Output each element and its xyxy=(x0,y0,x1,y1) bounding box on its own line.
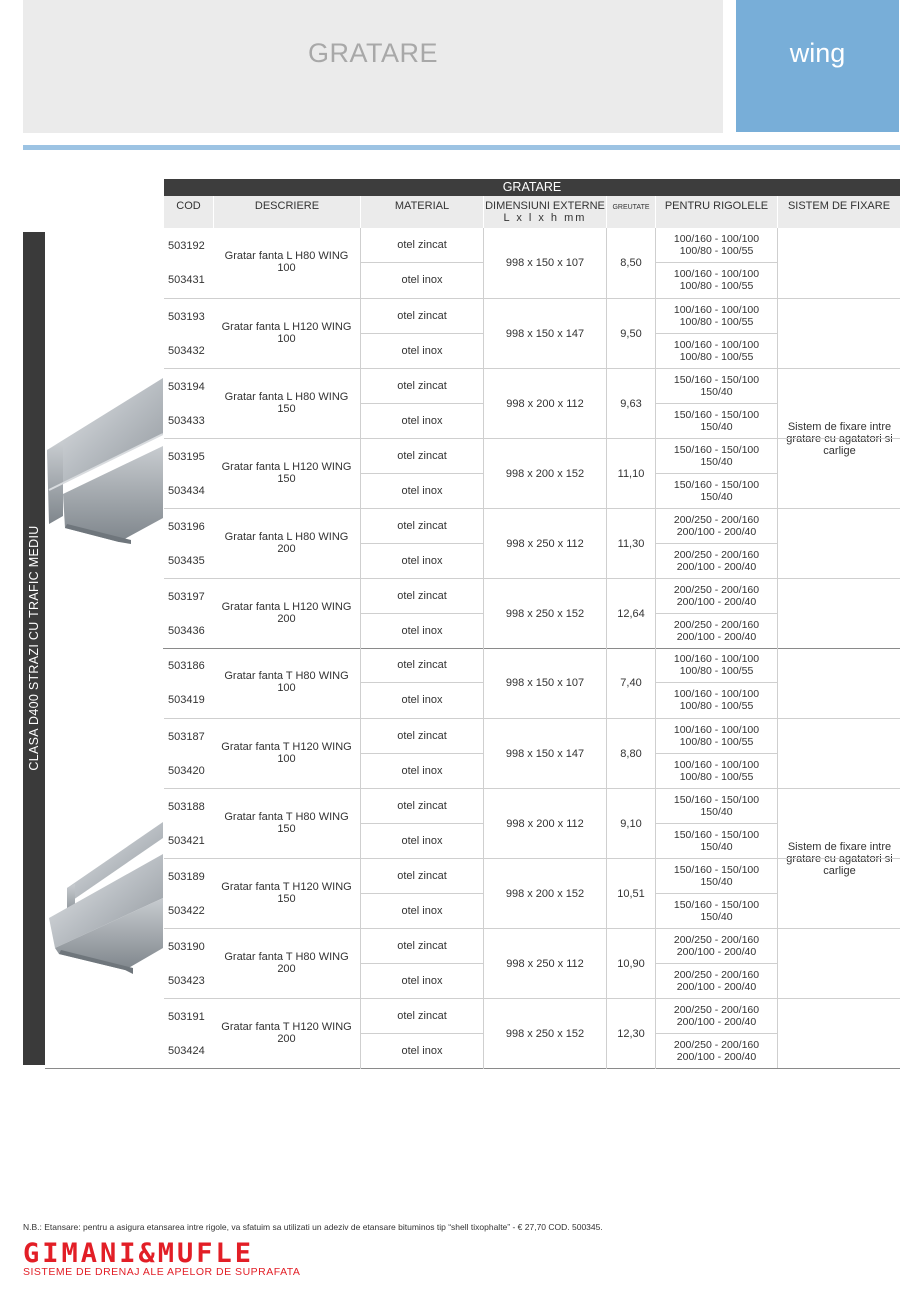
weight-cell: 9,63 xyxy=(606,369,655,439)
code-cell: 503436 xyxy=(168,625,205,637)
rigole-line-2: 150/40 xyxy=(700,876,733,888)
rigole-line-1: 100/160 - 100/100 xyxy=(673,304,760,316)
sistem-line-1: Sistem de fixare intre xyxy=(787,841,892,853)
rigole-line-2: 200/100 - 200/40 xyxy=(676,526,757,538)
dimensiuni-units: L x l x h mm xyxy=(503,212,587,224)
rigole-cell xyxy=(655,1034,777,1069)
table-row xyxy=(164,894,900,929)
table-row xyxy=(164,614,900,649)
column-header-material: MATERIAL xyxy=(360,196,483,228)
rigole-line-1: 200/250 - 200/160 xyxy=(673,514,760,526)
description-line-1: Gratar fanta T H120 WING xyxy=(221,1021,352,1033)
description-line-2: 150 xyxy=(277,893,296,905)
rigole-line-1: 150/160 - 150/100 xyxy=(673,794,760,806)
rigole-line-2: 100/80 - 100/55 xyxy=(679,316,754,328)
logo-wordmark: GIMANI&MUFLE xyxy=(23,1238,255,1269)
table-row xyxy=(164,719,900,754)
rigole-line-2: 200/100 - 200/40 xyxy=(676,631,757,643)
rigole-line-1: 200/250 - 200/160 xyxy=(673,1004,760,1016)
material-cell: otel zincat xyxy=(360,929,483,964)
code-cell: 503435 xyxy=(168,555,205,567)
description-line-2: 100 xyxy=(277,262,296,274)
rigole-line-2: 150/40 xyxy=(700,491,733,503)
weight-cell: 8,80 xyxy=(606,719,655,789)
description-line-1: Gratar fanta T H120 WING xyxy=(221,741,352,753)
rigole-cell xyxy=(655,683,777,718)
table-row xyxy=(164,544,900,579)
rigole-cell xyxy=(655,404,777,439)
material-cell: otel inox xyxy=(360,754,483,789)
weight-cell: 10,51 xyxy=(606,859,655,929)
rigole-cell xyxy=(655,228,777,263)
material-cell: otel inox xyxy=(360,404,483,439)
rigole-line-1: 150/160 - 150/100 xyxy=(673,899,760,911)
description-line-1: Gratar fanta L H80 WING xyxy=(224,531,349,543)
table-row xyxy=(164,299,900,334)
table-row xyxy=(164,439,900,474)
product-row xyxy=(164,578,900,649)
rigole-line-1: 150/160 - 150/100 xyxy=(673,864,760,876)
rigole-cell xyxy=(655,894,777,929)
rigole-line-1: 100/160 - 100/100 xyxy=(673,759,760,771)
rigole-line-1: 150/160 - 150/100 xyxy=(673,374,760,386)
rigole-line-2: 100/80 - 100/55 xyxy=(679,245,754,257)
code-cell: 503421 xyxy=(168,835,205,847)
weight-cell: 12,30 xyxy=(606,999,655,1069)
product-group-l xyxy=(45,228,900,649)
rigole-line-1: 100/160 - 100/100 xyxy=(673,339,760,351)
rigole-cell xyxy=(655,509,777,544)
header-divider xyxy=(23,145,900,150)
material-cell: otel zincat xyxy=(360,439,483,474)
material-cell: otel zincat xyxy=(360,299,483,334)
description-line-1: Gratar fanta L H120 WING xyxy=(221,601,352,613)
product-row xyxy=(164,298,900,369)
table-row xyxy=(164,334,900,369)
description-line-1: Gratar fanta L H120 WING xyxy=(221,321,352,333)
description-line-2: 200 xyxy=(277,963,296,975)
weight-cell: 9,50 xyxy=(606,299,655,369)
code-cell: 503422 xyxy=(168,905,205,917)
sistem-line-2: gratare cu agatatori si xyxy=(786,853,893,865)
dimensions-cell: 998 x 150 x 147 xyxy=(483,719,606,789)
description-line-2: 150 xyxy=(277,473,296,485)
rigole-cell xyxy=(655,299,777,334)
rigole-line-2: 200/100 - 200/40 xyxy=(676,981,757,993)
rigole-line-2: 200/100 - 200/40 xyxy=(676,1051,757,1063)
rigole-cell xyxy=(655,614,777,649)
rigole-cell xyxy=(655,334,777,369)
dimensions-cell: 998 x 250 x 152 xyxy=(483,579,606,649)
table-row xyxy=(164,859,900,894)
code-cell: 503194 xyxy=(168,381,205,393)
code-cell: 503187 xyxy=(168,731,205,743)
table-row xyxy=(164,683,900,718)
table-row xyxy=(164,929,900,964)
table-row xyxy=(164,369,900,404)
rigole-line-1: 150/160 - 150/100 xyxy=(673,479,760,491)
table-row xyxy=(164,474,900,509)
material-cell: otel zincat xyxy=(360,228,483,263)
code-cell: 503432 xyxy=(168,345,205,357)
table-row xyxy=(164,789,900,824)
code-cell: 503186 xyxy=(168,660,205,672)
rigole-line-1: 100/160 - 100/100 xyxy=(673,724,760,736)
sistem-line-3: carlige xyxy=(823,445,856,457)
code-cell: 503193 xyxy=(168,311,205,323)
rigole-line-2: 150/40 xyxy=(700,386,733,398)
description-line-1: Gratar fanta T H80 WING xyxy=(224,670,349,682)
class-label: CLASA D400 STRAZI CU TRAFIC MEDIU xyxy=(27,525,41,771)
table-title: GRATARE xyxy=(164,179,900,196)
dimensions-cell: 998 x 200 x 152 xyxy=(483,859,606,929)
rigole-line-2: 100/80 - 100/55 xyxy=(679,280,754,292)
material-cell: otel zincat xyxy=(360,999,483,1034)
material-cell: otel zincat xyxy=(360,579,483,614)
code-cell: 503195 xyxy=(168,451,205,463)
weight-cell: 7,40 xyxy=(606,648,655,718)
dimensions-cell: 998 x 200 x 112 xyxy=(483,789,606,859)
grating-l-icon xyxy=(45,228,163,648)
dimensions-cell: 998 x 150 x 147 xyxy=(483,299,606,369)
code-cell: 503424 xyxy=(168,1045,205,1057)
product-row xyxy=(164,228,900,298)
weight-cell: 10,90 xyxy=(606,929,655,999)
rigole-line-2: 200/100 - 200/40 xyxy=(676,561,757,573)
rigole-line-2: 100/80 - 100/55 xyxy=(679,700,754,712)
rigole-line-2: 150/40 xyxy=(700,421,733,433)
dimensions-cell: 998 x 250 x 112 xyxy=(483,929,606,999)
rigole-cell xyxy=(655,859,777,894)
description-line-2: 150 xyxy=(277,403,296,415)
column-header-rigolele: PENTRU RIGOLELE xyxy=(655,196,777,228)
table-row xyxy=(164,404,900,439)
rigole-line-1: 200/250 - 200/160 xyxy=(673,1039,760,1051)
grating-l-image xyxy=(45,228,163,648)
table-row xyxy=(164,509,900,544)
rigole-cell xyxy=(655,579,777,614)
code-cell: 503192 xyxy=(168,240,205,252)
rigole-line-2: 150/40 xyxy=(700,806,733,818)
dimensions-cell: 998 x 150 x 107 xyxy=(483,648,606,718)
description-line-1: Gratar fanta L H120 WING xyxy=(221,461,352,473)
weight-cell: 8,50 xyxy=(606,228,655,298)
sistem-line-3: carlige xyxy=(823,865,856,877)
brand-label: wing xyxy=(789,38,846,68)
rigole-cell xyxy=(655,754,777,789)
weight-cell: 9,10 xyxy=(606,789,655,859)
rigole-line-2: 150/40 xyxy=(700,456,733,468)
product-row xyxy=(164,368,900,439)
material-cell: otel inox xyxy=(360,894,483,929)
column-header-sistem: SISTEM DE FIXARE xyxy=(777,196,900,228)
table-row xyxy=(164,579,900,614)
table-row xyxy=(164,1034,900,1069)
rigole-cell xyxy=(655,789,777,824)
table-row xyxy=(164,228,900,263)
description-line-1: Gratar fanta T H120 WING xyxy=(221,881,352,893)
rigole-line-2: 100/80 - 100/55 xyxy=(679,736,754,748)
description-line-2: 200 xyxy=(277,613,296,625)
company-logo xyxy=(23,1240,300,1278)
rigole-line-2: 150/40 xyxy=(700,911,733,923)
material-cell: otel zincat xyxy=(360,719,483,754)
rigole-cell xyxy=(655,648,777,683)
code-cell: 503431 xyxy=(168,274,205,286)
material-cell: otel zincat xyxy=(360,859,483,894)
description-line-1: Gratar fanta T H80 WING xyxy=(224,951,349,963)
material-cell: otel inox xyxy=(360,1034,483,1069)
product-row xyxy=(164,788,900,859)
rigole-cell xyxy=(655,544,777,579)
table-row xyxy=(164,964,900,999)
description-line-2: 200 xyxy=(277,543,296,555)
table-row xyxy=(164,754,900,789)
column-header-greutate: GREUTATE xyxy=(606,196,655,228)
code-cell: 503189 xyxy=(168,871,205,883)
code-cell: 503190 xyxy=(168,941,205,953)
rigole-line-1: 200/250 - 200/160 xyxy=(673,584,760,596)
code-cell: 503423 xyxy=(168,975,205,987)
code-cell: 503188 xyxy=(168,801,205,813)
rigole-line-1: 100/160 - 100/100 xyxy=(673,653,760,665)
description-line-2: 100 xyxy=(277,333,296,345)
material-cell: otel zincat xyxy=(360,789,483,824)
description-line-1: Gratar fanta T H80 WING xyxy=(224,811,349,823)
code-cell: 503420 xyxy=(168,765,205,777)
rigole-line-1: 150/160 - 150/100 xyxy=(673,829,760,841)
rigole-line-2: 100/80 - 100/55 xyxy=(679,351,754,363)
column-header-descriere: DESCRIERE xyxy=(213,196,360,228)
table-row xyxy=(164,263,900,298)
rigole-line-2: 200/100 - 200/40 xyxy=(676,1016,757,1028)
material-cell: otel inox xyxy=(360,474,483,509)
dimensions-cell: 998 x 200 x 152 xyxy=(483,439,606,509)
rigole-cell xyxy=(655,824,777,859)
rigole-cell xyxy=(655,719,777,754)
material-cell: otel inox xyxy=(360,964,483,999)
rigole-cell xyxy=(655,999,777,1034)
rigole-line-1: 200/250 - 200/160 xyxy=(673,549,760,561)
sistem-line-1: Sistem de fixare intre xyxy=(787,421,892,433)
material-cell: otel zincat xyxy=(360,369,483,404)
logo-tagline: SISTEME DE DRENAJ ALE APELOR DE SUPRAFATA xyxy=(23,1266,301,1278)
code-cell: 503197 xyxy=(168,591,205,603)
code-cell: 503196 xyxy=(168,521,205,533)
product-row xyxy=(164,928,900,999)
rigole-cell xyxy=(655,474,777,509)
product-row xyxy=(164,858,900,929)
dimensions-cell: 998 x 150 x 107 xyxy=(483,228,606,298)
code-cell: 503434 xyxy=(168,485,205,497)
rigole-line-2: 200/100 - 200/40 xyxy=(676,596,757,608)
rigole-cell xyxy=(655,929,777,964)
rigole-line-2: 200/100 - 200/40 xyxy=(676,946,757,958)
description-line-1: Gratar fanta L H80 WING xyxy=(224,391,349,403)
product-group-t xyxy=(45,648,900,1069)
weight-cell: 11,30 xyxy=(606,509,655,579)
material-cell: otel inox xyxy=(360,614,483,649)
code-cell: 503433 xyxy=(168,415,205,427)
rigole-line-1: 150/160 - 150/100 xyxy=(673,444,760,456)
rigole-line-1: 100/160 - 100/100 xyxy=(673,233,760,245)
rigole-line-2: 150/40 xyxy=(700,841,733,853)
material-cell: otel zincat xyxy=(360,648,483,683)
description-line-2: 100 xyxy=(277,682,296,694)
material-cell: otel zincat xyxy=(360,509,483,544)
weight-cell: 12,64 xyxy=(606,579,655,649)
material-cell: otel inox xyxy=(360,683,483,718)
code-cell: 503191 xyxy=(168,1011,205,1023)
sistem-line-2: gratare cu agatatori si xyxy=(786,433,893,445)
dimensions-cell: 998 x 250 x 152 xyxy=(483,999,606,1069)
product-row xyxy=(164,718,900,789)
rigole-line-1: 100/160 - 100/100 xyxy=(673,268,760,280)
dimensiuni-label: DIMENSIUNI EXTERNE xyxy=(485,200,605,212)
rigole-line-1: 100/160 - 100/100 xyxy=(673,688,760,700)
rigole-line-2: 100/80 - 100/55 xyxy=(679,771,754,783)
rigole-line-1: 200/250 - 200/160 xyxy=(673,619,760,631)
dimensions-cell: 998 x 250 x 112 xyxy=(483,509,606,579)
column-header-cod: COD xyxy=(164,196,213,228)
code-cell: 503419 xyxy=(168,694,205,706)
rigole-cell xyxy=(655,964,777,999)
table-row xyxy=(164,648,900,683)
grating-t-image xyxy=(45,648,163,1068)
description-line-1: Gratar fanta L H80 WING xyxy=(224,250,349,262)
rigole-cell xyxy=(655,439,777,474)
material-cell: otel inox xyxy=(360,263,483,298)
rigole-line-1: 200/250 - 200/160 xyxy=(673,934,760,946)
weight-cell: 11,10 xyxy=(606,439,655,509)
material-cell: otel inox xyxy=(360,544,483,579)
rigole-line-1: 200/250 - 200/160 xyxy=(673,969,760,981)
description-line-2: 200 xyxy=(277,1033,296,1045)
rigole-line-1: 150/160 - 150/100 xyxy=(673,409,760,421)
product-row xyxy=(164,648,900,718)
dimensions-cell: 998 x 200 x 112 xyxy=(483,369,606,439)
description-line-2: 100 xyxy=(277,753,296,765)
product-row xyxy=(164,438,900,509)
table-row xyxy=(164,999,900,1034)
material-cell: otel inox xyxy=(360,334,483,369)
product-row xyxy=(164,998,900,1069)
column-header-dimensiuni xyxy=(483,196,606,228)
material-cell: otel inox xyxy=(360,824,483,859)
rigole-cell xyxy=(655,369,777,404)
product-row xyxy=(164,508,900,579)
rigole-cell xyxy=(655,263,777,298)
description-line-2: 150 xyxy=(277,823,296,835)
grating-t-icon xyxy=(45,648,163,1068)
footer-note: N.B.: Etansare: pentru a asigura etansarea intre rigole, va sfatuim sa utilizati un adeziv de etansare bituminos tip “shell tixophalte” - € 27,70 COD. 500345. xyxy=(23,1222,603,1232)
page-title: GRATARE xyxy=(307,38,438,68)
table-row xyxy=(164,824,900,859)
rigole-line-2: 100/80 - 100/55 xyxy=(679,665,754,677)
